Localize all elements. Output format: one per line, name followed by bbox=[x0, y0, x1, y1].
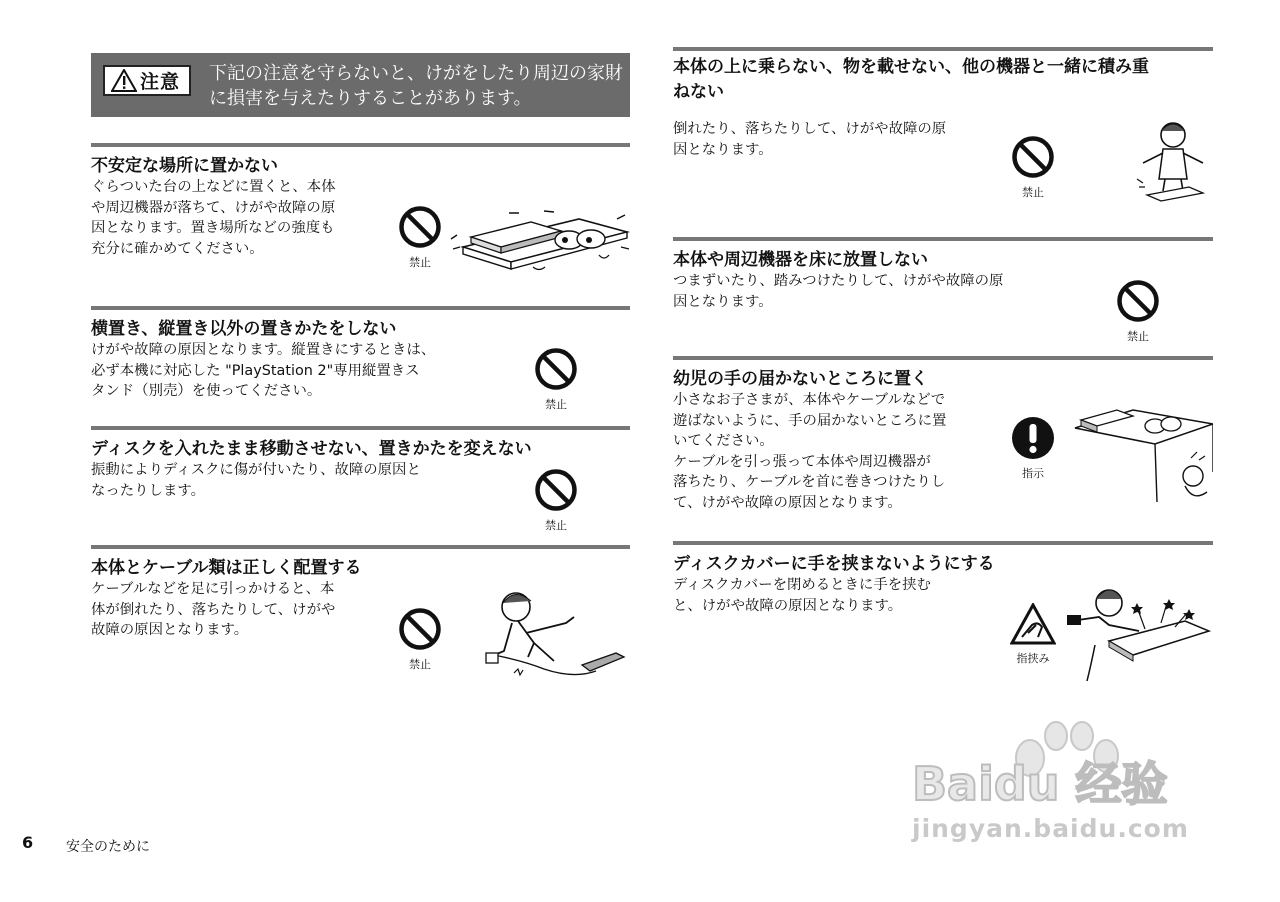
console-on-table-child-illustration bbox=[1073, 402, 1213, 504]
section-body: 振動によりディスクに傷が付いたり、故障の原因と なったりします。 bbox=[91, 462, 421, 499]
prohibited-icon bbox=[1011, 135, 1055, 179]
section-body: ディスクカバーを閉めるときに手を挟む と、けがや故障の原因となります。 bbox=[673, 577, 931, 614]
hand-in-disc-cover-illustration bbox=[1065, 585, 1213, 683]
exclamation-icon bbox=[1011, 416, 1055, 460]
section-title: ディスクを入れたまま移動させない、置きかたを変えない bbox=[91, 439, 532, 459]
section-floor bbox=[673, 237, 1213, 346]
symbol-label: 禁止 bbox=[545, 519, 567, 532]
symbol-label: 禁止 bbox=[1127, 330, 1149, 343]
section-unstable-place bbox=[91, 143, 630, 297]
section-orientation bbox=[91, 306, 630, 420]
section-body: ぐらついた台の上などに置くと、本体 や周辺機器が落ちて、けがや故障の原 因となります。置き場所などの強度も 充分に確かめてください。 bbox=[91, 179, 336, 257]
finger-pinch-symbol bbox=[1009, 603, 1057, 666]
prohibited-symbol bbox=[1009, 135, 1057, 200]
section-body: つまずいたり、踏みつけたりして、けがや故障の原 因となります。 bbox=[673, 273, 1004, 310]
section-title: 本体や周辺機器を床に放置しない bbox=[673, 250, 928, 270]
prohibited-symbol bbox=[396, 205, 444, 270]
finger-pinch-warning-icon bbox=[1010, 603, 1056, 645]
prohibited-icon bbox=[534, 347, 578, 391]
section-child-reach bbox=[673, 356, 1213, 535]
section-title: 本体の上に乗らない、物を載せない、他の機器と一緒に積み重 ねない bbox=[673, 57, 1149, 102]
watermark-text: Baidu 经验 bbox=[912, 757, 1168, 808]
section-body: けがや故障の原因となります。縦置きにするときは、 必ず本機に対応した "PlayStation 2"専用縦置きス タンド（別売）を使ってください。 bbox=[91, 342, 436, 399]
prohibited-icon bbox=[1116, 279, 1160, 323]
section-cable-placement bbox=[91, 545, 630, 689]
section-title: 横置き、縦置き以外の置きかたをしない bbox=[91, 319, 397, 339]
prohibited-symbol bbox=[532, 347, 580, 412]
prohibited-symbol bbox=[1114, 279, 1162, 344]
child-standing-on-console-illustration bbox=[1133, 121, 1213, 211]
symbol-label: 禁止 bbox=[1022, 186, 1044, 199]
section-name: 安全のために bbox=[66, 839, 150, 855]
page-number: 6 bbox=[22, 833, 34, 852]
tripping-child-illustration bbox=[476, 587, 626, 687]
watermark-site: jingyan.baidu.com bbox=[912, 814, 1189, 843]
section-disc-cover bbox=[673, 541, 1213, 695]
section-title: 幼児の手の届かないところに置く bbox=[673, 369, 928, 389]
section-title: ディスクカバーに手を挟まないようにする bbox=[673, 554, 995, 574]
prohibited-symbol bbox=[532, 468, 580, 533]
section-body: 小さなお子さまが、本体やケーブルなどで 遊ばないように、手の届かないところに置 いてください。 ケーブルを引っ張って本体や周辺機器が 落ちたり、ケーブルを首に巻きつけたりし て、けがや故障の原因となります。 bbox=[673, 392, 947, 511]
section-stacking bbox=[673, 47, 1213, 221]
caution-banner bbox=[91, 53, 630, 117]
section-disc-moving bbox=[91, 426, 630, 540]
symbol-label: 禁止 bbox=[409, 658, 431, 671]
prohibited-icon bbox=[398, 205, 442, 249]
section-title: 不安定な場所に置かない bbox=[91, 156, 278, 176]
symbol-label: 禁止 bbox=[545, 398, 567, 411]
baidu-watermark-logo bbox=[910, 708, 1210, 808]
prohibited-symbol bbox=[396, 607, 444, 672]
prohibited-icon bbox=[534, 468, 578, 512]
section-body: ケーブルなどを足に引っかけると、本 体が倒れたり、落ちたりして、けがや 故障の原因となります。 bbox=[91, 581, 336, 638]
wobbly-table-console-illustration bbox=[449, 207, 631, 277]
section-title: 本体とケーブル類は正しく配置する bbox=[91, 558, 362, 578]
prohibited-icon bbox=[398, 607, 442, 651]
caution-label: 注意 bbox=[140, 71, 181, 93]
section-body: 倒れたり、落ちたりして、けがや故障の原 因となります。 bbox=[673, 121, 947, 158]
symbol-label: 指示 bbox=[1022, 467, 1044, 480]
caution-message: 下記の注意を守らないと、けがをしたり周辺の家財に損害を与えたりすることがあります。 bbox=[209, 63, 623, 109]
symbol-label: 禁止 bbox=[409, 256, 431, 269]
caution-label-box bbox=[103, 65, 191, 96]
symbol-label: 指挟み bbox=[1016, 652, 1050, 665]
instruction-symbol bbox=[1009, 416, 1057, 481]
warning-triangle-icon bbox=[111, 69, 137, 92]
